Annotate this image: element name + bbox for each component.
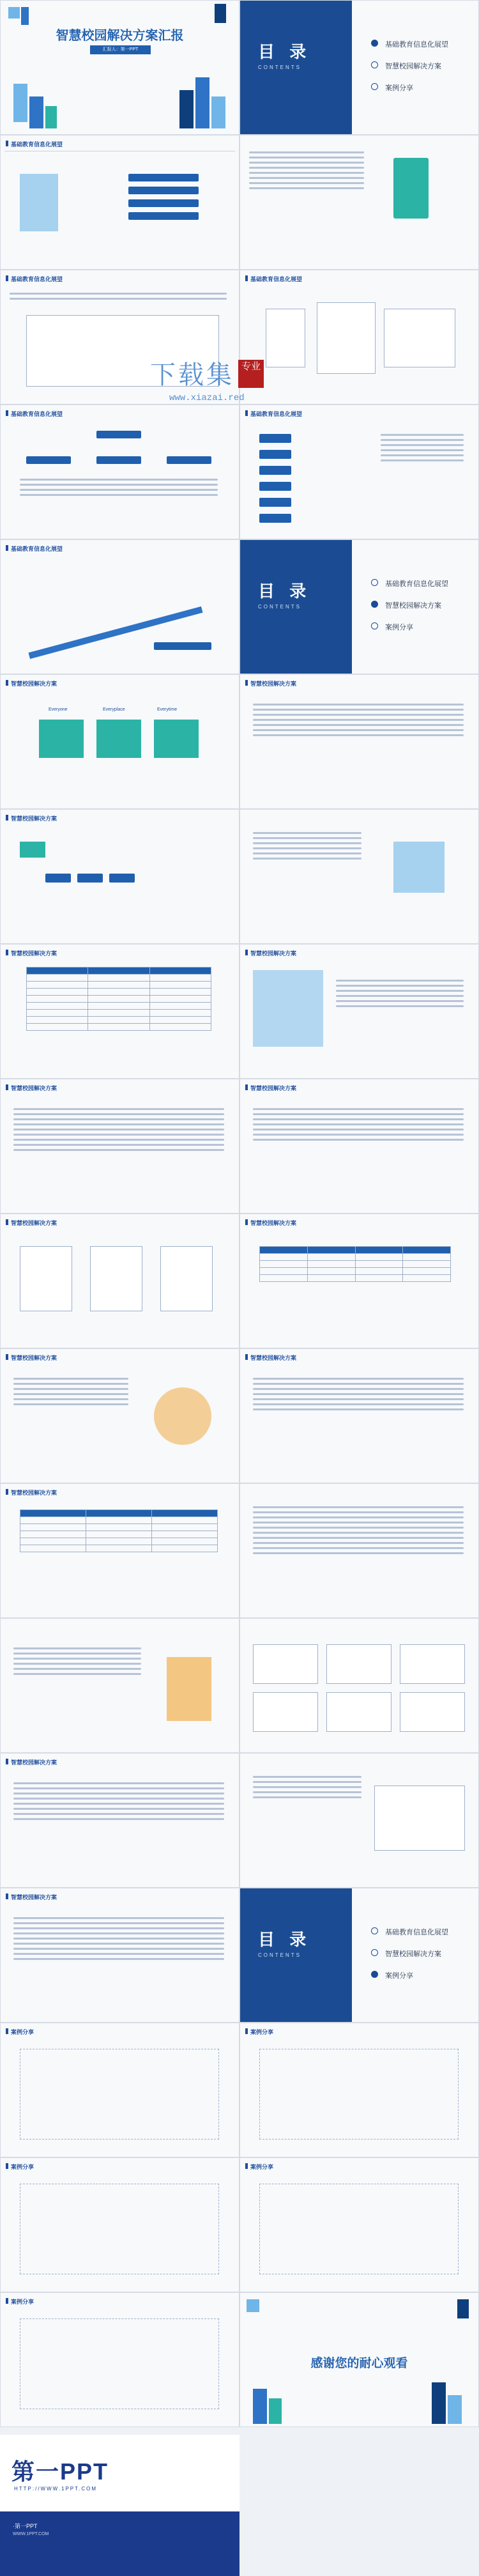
bullet-icon [371, 579, 378, 586]
slide-s3-e[interactable] [0, 2292, 240, 2427]
slide-s2-r[interactable] [240, 1753, 479, 1888]
card-icon [154, 720, 199, 758]
feature-card [20, 1246, 72, 1311]
device-illustration [393, 842, 445, 893]
slide-header: 智慧校园解决方案 [245, 1219, 296, 1227]
toc-item[interactable] [371, 61, 448, 71]
toc-item[interactable] [371, 1927, 448, 1937]
thanks-title: 感谢您的耐心观看 [310, 2357, 408, 2370]
toc-item[interactable] [371, 578, 448, 589]
slide-header: 基础教育信息化展望 [6, 140, 63, 148]
data-table [20, 1509, 218, 1552]
toc-item-label: 案例分享 [385, 1972, 413, 1980]
toc-item-label: 智慧校园解决方案 [385, 602, 441, 610]
slide-header: 智慧校园解决方案 [6, 1084, 57, 1092]
bullet-icon [371, 601, 378, 608]
toc-item-label: 基础教育信息化展望 [385, 1929, 448, 1936]
text-block [253, 1375, 464, 1414]
diagram-node [167, 456, 211, 464]
list-tag [259, 498, 291, 507]
cube-decoration [215, 4, 226, 23]
bullet-icon [371, 83, 378, 90]
text-block [13, 1644, 141, 1678]
slide-toc-1[interactable] [240, 0, 479, 135]
screenshot-thumb [266, 309, 305, 367]
bullet-icon [371, 1927, 378, 1934]
watermark-text: 下载集 [150, 361, 234, 389]
slide-header: 智慧校园解决方案 [6, 814, 57, 822]
network-diagram [259, 2049, 459, 2140]
diagram-node [96, 431, 141, 438]
diagram-node [26, 456, 71, 464]
toc-panel [240, 540, 352, 674]
card-icon [96, 720, 141, 758]
tag-everyone: Everyone [49, 707, 68, 712]
bullet-icon [371, 40, 378, 47]
slide-s1-g[interactable] [0, 539, 240, 674]
slide-header: 智慧校园解决方案 [245, 1354, 296, 1362]
toc-title: 目 录 [258, 42, 312, 61]
content-tag [128, 187, 199, 194]
network-diagram [20, 2184, 219, 2274]
slide-header: 智慧校园解决方案 [6, 679, 57, 688]
slide-s3-b[interactable] [240, 2023, 479, 2157]
bullet-icon [371, 622, 378, 629]
slide-s2-p[interactable] [240, 1618, 479, 1753]
slide-s2-b[interactable] [240, 674, 479, 809]
teacher-illustration [167, 1657, 211, 1721]
feature-card [160, 1246, 213, 1311]
slide-s2-i[interactable] [0, 1214, 240, 1348]
text-block [10, 289, 227, 303]
slide-s2-l[interactable] [240, 1348, 479, 1483]
cube-decoration [247, 2299, 259, 2312]
list-tag [259, 482, 291, 491]
network-diagram [20, 2318, 219, 2409]
screenshot-thumb [384, 309, 455, 367]
list-tag [259, 514, 291, 523]
bullet-icon [371, 61, 378, 68]
slide-header: 智慧校园解决方案 [6, 1354, 57, 1362]
slide-thanks[interactable] [240, 2292, 479, 2427]
diagram-node [96, 456, 141, 464]
slide-header: 基础教育信息化展望 [6, 275, 63, 283]
toc-item[interactable] [371, 600, 448, 610]
list-tag [259, 450, 291, 459]
network-diagram [20, 2049, 219, 2140]
toc-item[interactable] [371, 82, 448, 93]
bullet-icon [371, 1971, 378, 1978]
screenshot-thumb [400, 1644, 465, 1684]
toc-panel [240, 1, 352, 134]
slide-header: 基础教育信息化展望 [6, 544, 63, 553]
cover-subtitle: 汇报人：第一PPT [90, 45, 151, 54]
slide-s1-c[interactable] [0, 270, 240, 405]
toc-subtitle: CONTENTS [258, 1952, 301, 1958]
slide-header: 智慧校园解决方案 [245, 949, 296, 957]
slide-s1-d[interactable] [240, 270, 479, 405]
slide-header: 案例分享 [6, 2028, 34, 2036]
process-step [20, 842, 45, 858]
process-step [77, 874, 103, 883]
slide-header: 案例分享 [245, 2163, 273, 2171]
text-block [336, 976, 464, 1010]
screenshot-thumb [253, 1644, 318, 1684]
tag-everytime: Everytime [157, 707, 178, 712]
slide-s3-d[interactable] [240, 2157, 479, 2292]
toc-list [371, 1927, 448, 1992]
screenshot-thumb [253, 1692, 318, 1732]
process-step [45, 874, 71, 883]
cube-decoration [179, 90, 194, 128]
cube-decoration [211, 96, 225, 128]
slide-s2-d[interactable] [240, 809, 479, 944]
toc-title: 目 录 [258, 1930, 312, 1949]
growth-arrow [28, 606, 202, 659]
toc-item[interactable] [371, 622, 448, 632]
slide-toc-2[interactable] [240, 539, 479, 674]
text-block [253, 1773, 361, 1801]
cube-decoration [195, 77, 209, 128]
toc-item-label: 案例分享 [385, 624, 413, 631]
text-block [253, 700, 464, 739]
toc-item[interactable] [371, 1948, 448, 1959]
text-block [13, 1375, 128, 1408]
slide-s2-n[interactable] [240, 1483, 479, 1618]
label-tag [154, 642, 211, 650]
toc-item-label: 案例分享 [385, 84, 413, 92]
cube-decoration [253, 2389, 267, 2424]
toc-item-label: 基础教育信息化展望 [385, 41, 448, 49]
slide-header: 智慧校园解决方案 [6, 1758, 57, 1766]
toc-item[interactable] [371, 1970, 448, 1980]
slide-s2-o[interactable] [0, 1618, 240, 1753]
slide-s2-k[interactable] [0, 1348, 240, 1483]
phone-illustration [393, 158, 429, 219]
text-block [253, 829, 361, 863]
comparison-table [26, 967, 211, 1031]
toc-item[interactable] [371, 39, 448, 49]
slide-toc-3[interactable] [240, 1888, 479, 2023]
server-illustration [253, 970, 323, 1047]
slide-s2-q[interactable] [0, 1753, 240, 1888]
city-illustration [20, 174, 58, 231]
slide-s1-f[interactable] [240, 405, 479, 539]
slide-header: 智慧校园解决方案 [6, 1893, 57, 1901]
tag-everyplace: Everyplace [103, 707, 125, 712]
slide-header: 基础教育信息化展望 [245, 275, 302, 283]
slide-s2-h[interactable] [240, 1079, 479, 1214]
slide-header: 智慧校园解决方案 [245, 1084, 296, 1092]
toc-list [371, 578, 448, 644]
footer-line-1: ·第一PPT [13, 2523, 38, 2529]
slide-s1-a[interactable] [0, 135, 240, 270]
list-tag [259, 466, 291, 475]
screenshot-thumb [326, 1644, 392, 1684]
slide-s3-c[interactable] [0, 2157, 240, 2292]
slide-header: 案例分享 [245, 2028, 273, 2036]
toc-item-label: 智慧校园解决方案 [385, 1950, 441, 1958]
slide-s1-e[interactable] [0, 405, 240, 539]
screenshot-thumb [317, 302, 376, 374]
cover-title: 智慧校园解决方案汇报 [56, 29, 184, 43]
text-block [253, 1105, 464, 1144]
slide-s2-s[interactable] [0, 1888, 240, 2023]
bullet-icon [371, 1949, 378, 1956]
watermark-seal: 专业 [238, 360, 264, 388]
slide-header: 基础教育信息化展望 [245, 410, 302, 418]
watermark-url: www.xiazai.red [169, 393, 245, 403]
footer-band [0, 2511, 240, 2576]
slide-s2-j[interactable] [240, 1214, 479, 1348]
cube-decoration [29, 96, 43, 128]
screenshot-thumb [326, 1692, 392, 1732]
slide-header: 智慧校园解决方案 [6, 1488, 57, 1497]
screenshot-thumb [400, 1692, 465, 1732]
brand-url[interactable]: HTTP://WWW.1PPT.COM [14, 2486, 97, 2492]
content-tag [128, 174, 199, 181]
slide-s2-f[interactable] [240, 944, 479, 1079]
cube-decoration [448, 2395, 462, 2424]
cube-decoration [21, 7, 29, 25]
list-tag [259, 434, 291, 443]
toc-title: 目 录 [258, 582, 312, 601]
cube-decoration [457, 2299, 469, 2318]
slide-header: 智慧校园解决方案 [6, 1219, 57, 1227]
slide-cover[interactable] [0, 0, 240, 135]
screenshot-thumb [374, 1785, 465, 1851]
slide-s2-a[interactable] [0, 674, 240, 809]
text-block [13, 1105, 224, 1154]
toc-item-label: 智慧校园解决方案 [385, 63, 441, 70]
text-block [381, 431, 464, 465]
slide-s2-c[interactable] [0, 809, 240, 944]
slide-header: 案例分享 [6, 2297, 34, 2306]
head-illustration [154, 1387, 211, 1445]
footer-line-2: WWW.1PPT.COM [13, 2532, 49, 2536]
text-block [20, 475, 218, 499]
toc-item-label: 基础教育信息化展望 [385, 580, 448, 588]
text-block [249, 148, 364, 192]
slide-s2-m[interactable] [0, 1483, 240, 1618]
tree-diagram [26, 315, 219, 387]
slide-s3-a[interactable] [0, 2023, 240, 2157]
slide-header: 智慧校园解决方案 [6, 949, 57, 957]
slide-s2-g[interactable] [0, 1079, 240, 1214]
content-tag [128, 199, 199, 207]
text-block [13, 1914, 224, 1963]
slide-s2-e[interactable] [0, 944, 240, 1079]
process-step [109, 874, 135, 883]
cube-decoration [432, 2382, 446, 2424]
card-icon [39, 720, 84, 758]
slide-header: 基础教育信息化展望 [6, 410, 63, 418]
cube-decoration [269, 2398, 282, 2424]
cube-decoration [8, 7, 20, 19]
text-block [13, 1779, 224, 1823]
data-table [259, 1246, 451, 1282]
toc-list [371, 39, 448, 104]
content-tag [128, 212, 199, 220]
feature-card [90, 1246, 142, 1311]
slide-header: 案例分享 [6, 2163, 34, 2171]
text-block [253, 1503, 464, 1557]
cube-decoration [13, 84, 27, 122]
slide-s1-b[interactable] [240, 135, 479, 270]
toc-subtitle: CONTENTS [258, 604, 301, 610]
toc-panel [240, 1888, 352, 2022]
slide-header: 智慧校园解决方案 [245, 679, 296, 688]
brand-logo: 第一PPT [11, 2458, 109, 2485]
toc-subtitle: CONTENTS [258, 65, 301, 70]
cube-decoration [45, 106, 57, 128]
network-diagram [259, 2184, 459, 2274]
footer-banner [0, 2435, 240, 2576]
